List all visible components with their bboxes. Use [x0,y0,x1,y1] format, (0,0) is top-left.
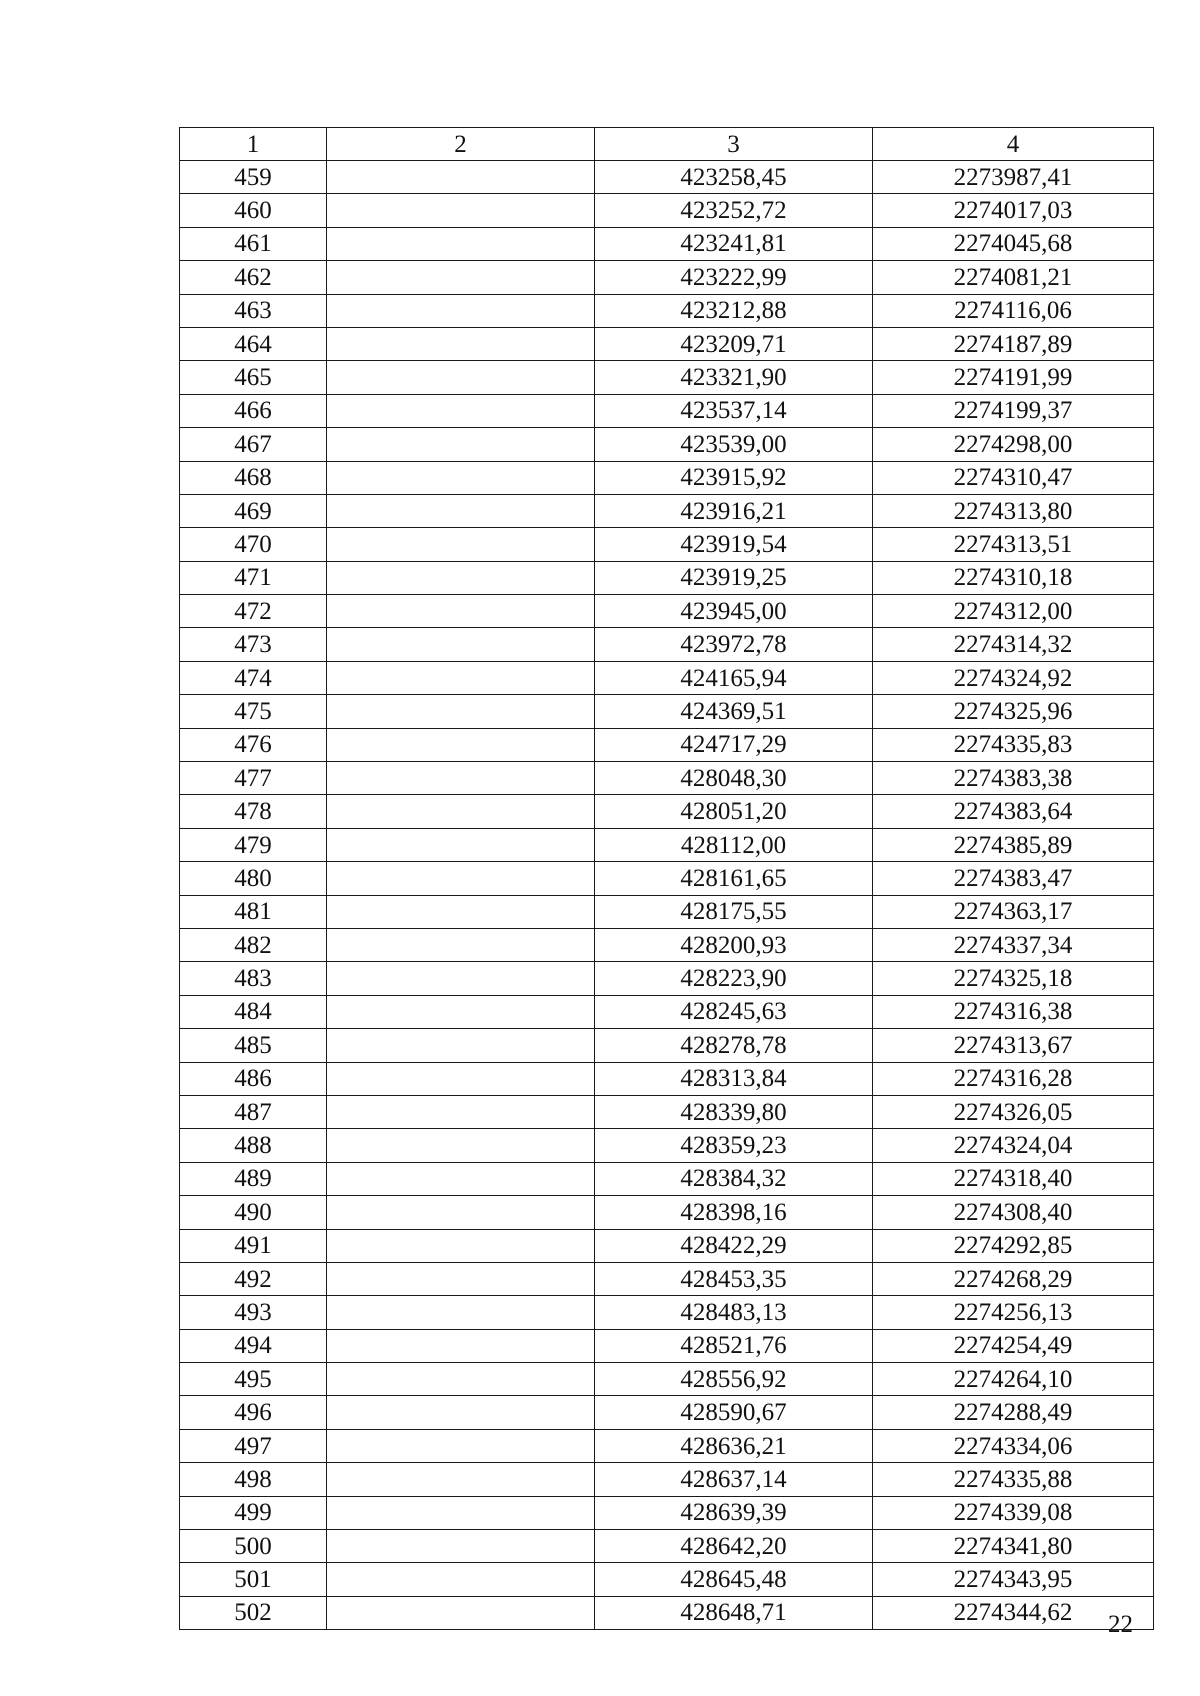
table-cell-col-4: 2274199,37 [873,394,1154,427]
table-cell-col-3: 423212,88 [595,294,873,327]
table-cell-col-1: 473 [180,628,327,661]
table-row [180,528,1154,561]
table-cell-col-2 [327,1329,595,1362]
table-cell-col-3: 423915,92 [595,461,873,494]
table-cell-col-4: 2274308,40 [873,1196,1154,1229]
table-cell-col-1: 459 [180,161,327,194]
table-cell-col-4: 2274385,89 [873,828,1154,861]
table-cell-col-4: 2274341,80 [873,1530,1154,1563]
table-cell-col-2 [327,494,595,527]
table-cell-col-4: 2274313,80 [873,494,1154,527]
table-cell-col-3: 428521,76 [595,1329,873,1362]
table-row [180,1129,1154,1162]
table-row [180,628,1154,661]
table-cell-col-2 [327,428,595,461]
column-header-3: 3 [595,128,873,161]
table-cell-col-4: 2274017,03 [873,194,1154,227]
table-row [180,161,1154,194]
table-cell-col-4: 2274313,51 [873,528,1154,561]
table-row [180,1229,1154,1262]
table-cell-col-1: 501 [180,1563,327,1596]
table-cell-col-1: 460 [180,194,327,227]
table-cell-col-1: 500 [180,1530,327,1563]
table-cell-col-2 [327,1095,595,1128]
table-cell-col-4: 2274324,92 [873,661,1154,694]
table-row [180,661,1154,694]
table-cell-col-3: 428223,90 [595,962,873,995]
table-row [180,1363,1154,1396]
table-cell-col-3: 423539,00 [595,428,873,461]
table-cell-col-4: 2274337,34 [873,928,1154,961]
table-cell-col-2 [327,1396,595,1429]
table-cell-col-2 [327,1530,595,1563]
table-cell-col-4: 2274081,21 [873,261,1154,294]
table-cell-col-4: 2274268,29 [873,1262,1154,1295]
table-cell-col-4: 2274254,49 [873,1329,1154,1362]
table-cell-col-4: 2273987,41 [873,161,1154,194]
table-cell-col-3: 423945,00 [595,595,873,628]
table-cell-col-2 [327,595,595,628]
table-row [180,928,1154,961]
table-cell-col-3: 423222,99 [595,261,873,294]
table-cell-col-1: 478 [180,795,327,828]
table-row [180,461,1154,494]
table-cell-col-4: 2274292,85 [873,1229,1154,1262]
table-cell-col-2 [327,795,595,828]
table-cell-col-3: 428639,39 [595,1496,873,1529]
table-cell-col-1: 481 [180,895,327,928]
table-cell-col-1: 486 [180,1062,327,1095]
table-cell-col-3: 423258,45 [595,161,873,194]
table-cell-col-1: 461 [180,227,327,260]
table-cell-col-2 [327,294,595,327]
table-row [180,795,1154,828]
table-cell-col-1: 496 [180,1396,327,1429]
table-row [180,327,1154,360]
table-cell-col-2 [327,1429,595,1462]
table-row [180,762,1154,795]
table-cell-col-4: 2274326,05 [873,1095,1154,1128]
column-header-2: 2 [327,128,595,161]
table-cell-col-3: 424717,29 [595,728,873,761]
table-cell-col-1: 465 [180,361,327,394]
table-cell-col-2 [327,461,595,494]
table-cell-col-4: 2274325,96 [873,695,1154,728]
table-cell-col-3: 428422,29 [595,1229,873,1262]
table-cell-col-2 [327,361,595,394]
table-cell-col-2 [327,661,595,694]
table-row [180,394,1154,427]
table-cell-col-1: 475 [180,695,327,728]
table-cell-col-4: 2274343,95 [873,1563,1154,1596]
table-cell-col-3: 428359,23 [595,1129,873,1162]
table-cell-col-4: 2274335,88 [873,1463,1154,1496]
table-cell-col-1: 471 [180,561,327,594]
table-cell-col-2 [327,995,595,1028]
table-cell-col-4: 2274298,00 [873,428,1154,461]
table-cell-col-2 [327,728,595,761]
table-cell-col-2 [327,561,595,594]
table-row [180,1196,1154,1229]
table-cell-col-4: 2274316,28 [873,1062,1154,1095]
table-cell-col-4: 2274334,06 [873,1429,1154,1462]
table-cell-col-3: 423209,71 [595,327,873,360]
table-cell-col-3: 423537,14 [595,394,873,427]
table-cell-col-1: 502 [180,1596,327,1629]
table-row [180,227,1154,260]
table-cell-col-3: 428483,13 [595,1296,873,1329]
table-cell-col-3: 428339,80 [595,1095,873,1128]
table-row [180,1162,1154,1195]
table-cell-col-3: 428648,71 [595,1596,873,1629]
table-cell-col-3: 428048,30 [595,762,873,795]
table-cell-col-1: 489 [180,1162,327,1195]
table-cell-col-1: 491 [180,1229,327,1262]
table-cell-col-2 [327,1062,595,1095]
column-header-1: 1 [180,128,327,161]
table-cell-col-2 [327,1196,595,1229]
table-cell-col-1: 479 [180,828,327,861]
table-row [180,1530,1154,1563]
table-cell-col-2 [327,261,595,294]
table-cell-col-2 [327,1129,595,1162]
column-header-4: 4 [873,128,1154,161]
table-row [180,962,1154,995]
table-cell-col-3: 424165,94 [595,661,873,694]
table-row [180,428,1154,461]
table-cell-col-4: 2274310,47 [873,461,1154,494]
table-cell-col-2 [327,161,595,194]
table-cell-col-1: 482 [180,928,327,961]
coordinates-table [179,127,1154,1630]
table-cell-col-3: 428453,35 [595,1262,873,1295]
table-cell-col-3: 428051,20 [595,795,873,828]
table-row [180,828,1154,861]
table-cell-col-1: 480 [180,862,327,895]
table-header-row [180,128,1154,161]
table-row [180,895,1154,928]
table-cell-col-3: 428175,55 [595,895,873,928]
table-row [180,194,1154,227]
table-cell-col-4: 2274312,00 [873,595,1154,628]
table-cell-col-4: 2274116,06 [873,294,1154,327]
table-cell-col-1: 487 [180,1095,327,1128]
table-cell-col-1: 498 [180,1463,327,1496]
table-cell-col-2 [327,327,595,360]
table-cell-col-1: 472 [180,595,327,628]
table-row [180,294,1154,327]
table-cell-col-1: 474 [180,661,327,694]
table-cell-col-3: 428313,84 [595,1062,873,1095]
table-cell-col-3: 428245,63 [595,995,873,1028]
table-cell-col-4: 2274316,38 [873,995,1154,1028]
table-cell-col-3: 428637,14 [595,1463,873,1496]
table-cell-col-1: 490 [180,1196,327,1229]
table-cell-col-1: 492 [180,1262,327,1295]
table-row [180,595,1154,628]
table-cell-col-2 [327,1563,595,1596]
table-cell-col-4: 2274383,64 [873,795,1154,828]
table-cell-col-1: 466 [180,394,327,427]
table-cell-col-2 [327,895,595,928]
table-cell-col-2 [327,194,595,227]
table-cell-col-3: 428398,16 [595,1196,873,1229]
table-cell-col-2 [327,1162,595,1195]
table-cell-col-1: 493 [180,1296,327,1329]
table-cell-col-3: 428161,65 [595,862,873,895]
table-cell-col-1: 476 [180,728,327,761]
table-cell-col-4: 2274344,62 [873,1596,1154,1629]
table-cell-col-4: 2274310,18 [873,561,1154,594]
table-row [180,862,1154,895]
page-number: 22 [1108,1611,1133,1638]
table-cell-col-4: 2274339,08 [873,1496,1154,1529]
table-cell-col-2 [327,227,595,260]
table-cell-col-3: 428278,78 [595,1029,873,1062]
table-cell-col-4: 2274383,38 [873,762,1154,795]
table-cell-col-2 [327,862,595,895]
table-row [180,1062,1154,1095]
table-cell-col-4: 2274325,18 [873,962,1154,995]
table-cell-col-2 [327,762,595,795]
table-cell-col-4: 2274045,68 [873,227,1154,260]
table-cell-col-4: 2274256,13 [873,1296,1154,1329]
table-row [180,728,1154,761]
table-cell-col-1: 462 [180,261,327,294]
table-cell-col-2 [327,528,595,561]
table-row [180,1429,1154,1462]
table-row [180,995,1154,1028]
table-cell-col-2 [327,928,595,961]
table-cell-col-4: 2274313,67 [873,1029,1154,1062]
table-row [180,1296,1154,1329]
table-cell-col-1: 470 [180,528,327,561]
table-cell-col-2 [327,1262,595,1295]
table-cell-col-3: 423916,21 [595,494,873,527]
table-cell-col-1: 497 [180,1429,327,1462]
table-cell-col-1: 464 [180,327,327,360]
table-row [180,1396,1154,1429]
table-cell-col-4: 2274318,40 [873,1162,1154,1195]
table-cell-col-3: 428636,21 [595,1429,873,1462]
table-cell-col-3: 428590,67 [595,1396,873,1429]
table-cell-col-3: 423321,90 [595,361,873,394]
table-cell-col-4: 2274363,17 [873,895,1154,928]
table-cell-col-4: 2274187,89 [873,327,1154,360]
table-cell-col-4: 2274383,47 [873,862,1154,895]
table-row [180,1029,1154,1062]
table-cell-col-2 [327,1463,595,1496]
table-cell-col-2 [327,628,595,661]
table-cell-col-3: 423919,54 [595,528,873,561]
table-cell-col-2 [327,1496,595,1529]
table-row [180,1496,1154,1529]
table-cell-col-1: 484 [180,995,327,1028]
table-cell-col-3: 428384,32 [595,1162,873,1195]
table-cell-col-2 [327,828,595,861]
table-cell-col-1: 467 [180,428,327,461]
table-row [180,561,1154,594]
table-cell-col-2 [327,962,595,995]
table-cell-col-2 [327,695,595,728]
table-cell-col-3: 423972,78 [595,628,873,661]
table-cell-col-4: 2274264,10 [873,1363,1154,1396]
table-cell-col-1: 488 [180,1129,327,1162]
table-cell-col-4: 2274314,32 [873,628,1154,661]
table-cell-col-1: 469 [180,494,327,527]
table-row [180,1463,1154,1496]
table-cell-col-3: 428556,92 [595,1363,873,1396]
table-cell-col-3: 428200,93 [595,928,873,961]
table-cell-col-4: 2274335,83 [873,728,1154,761]
table-cell-col-1: 463 [180,294,327,327]
table-cell-col-2 [327,1363,595,1396]
table-cell-col-3: 428642,20 [595,1530,873,1563]
table-row [180,1095,1154,1128]
table-cell-col-4: 2274324,04 [873,1129,1154,1162]
table-cell-col-3: 428112,00 [595,828,873,861]
table-row [180,494,1154,527]
table-row [180,695,1154,728]
table-row [180,1563,1154,1596]
table-cell-col-3: 428645,48 [595,1563,873,1596]
table-row [180,1329,1154,1362]
table-cell-col-1: 483 [180,962,327,995]
table-cell-col-3: 423252,72 [595,194,873,227]
table-cell-col-2 [327,1029,595,1062]
table-cell-col-3: 424369,51 [595,695,873,728]
table-cell-col-2 [327,1229,595,1262]
table-row [180,1596,1154,1629]
table-cell-col-1: 477 [180,762,327,795]
table-cell-col-1: 499 [180,1496,327,1529]
table-cell-col-1: 468 [180,461,327,494]
table-row [180,261,1154,294]
table-cell-col-3: 423919,25 [595,561,873,594]
table-cell-col-1: 485 [180,1029,327,1062]
table-row [180,361,1154,394]
table-body [180,161,1154,1630]
table-cell-col-1: 494 [180,1329,327,1362]
table-cell-col-4: 2274288,49 [873,1396,1154,1429]
table-cell-col-3: 423241,81 [595,227,873,260]
table-cell-col-2 [327,1596,595,1629]
table-cell-col-2 [327,1296,595,1329]
table-cell-col-2 [327,394,595,427]
table-row [180,1262,1154,1295]
table-cell-col-4: 2274191,99 [873,361,1154,394]
table-cell-col-1: 495 [180,1363,327,1396]
